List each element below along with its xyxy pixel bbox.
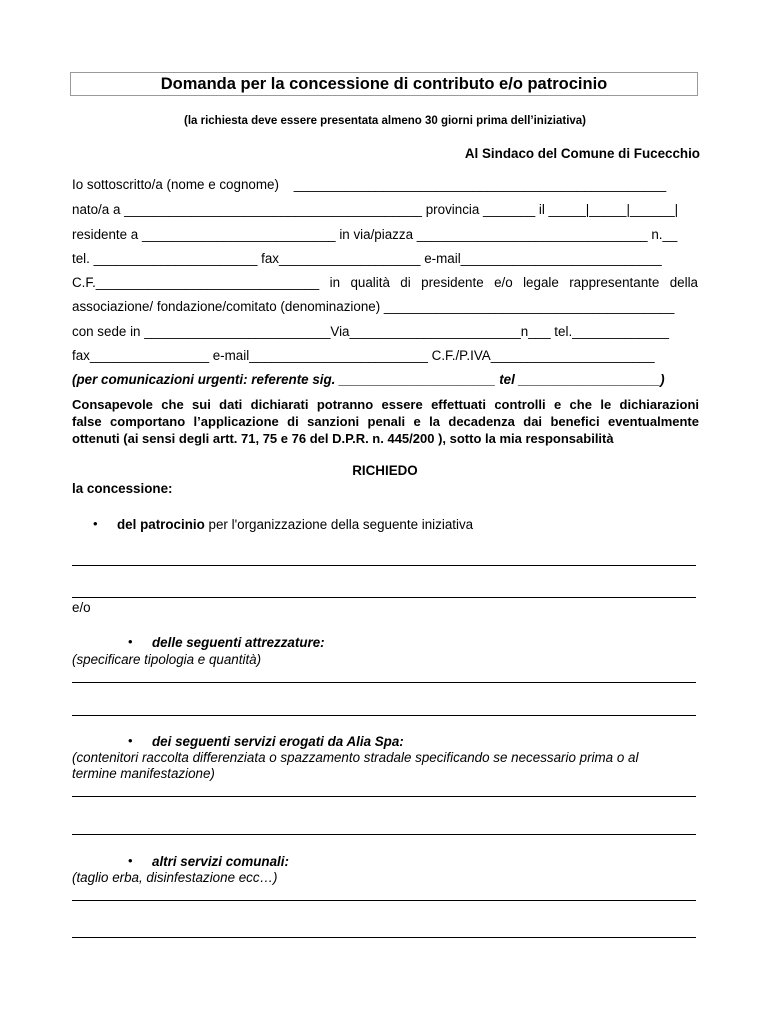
services-title: dei seguenti servizi erogati da Alia Spa:	[152, 734, 404, 749]
blank-line	[72, 937, 696, 938]
bullet-icon: •	[128, 853, 133, 868]
blank-line	[72, 565, 696, 566]
residence-field-line: residente a __________________________ in via/piazza _______________________________ n.__	[72, 227, 678, 242]
contact-field-line: tel. ______________________ fax___________________ e-mail___________________________	[72, 251, 662, 266]
request-heading: RICHIEDO	[352, 463, 418, 478]
birth-field-line: nato/a a ________________________________________ provincia _______ il _____|_____|______|	[72, 202, 679, 217]
blank-line	[72, 834, 696, 835]
patrocinio-text: per l'organizzazione della seguente iniziativa	[204, 517, 474, 532]
association-field-line: associazione/ fondazione/comitato (denominazione) _______________________________________	[72, 299, 675, 314]
seat-field-line: con sede in _________________________Via_______________________n___ tel._____________	[72, 324, 669, 339]
declaration-line: Consapevole che sui dati dichiarati potranno essere effettuati controlli e che le dichiarazioni	[72, 397, 699, 412]
equipment-title: delle seguenti attrezzature:	[152, 635, 325, 650]
addressee: Al Sindaco del Comune di Fucecchio	[464, 146, 700, 161]
blank-line	[72, 597, 696, 598]
declaration-line: ottenuti (ai sensi degli artt. 71, 75 e 76 del D.P.R. n. 445/200 ), sotto la mia responsabilità	[72, 431, 614, 446]
bullet-icon: •	[128, 634, 133, 649]
other-services-note: (taglio erba, disinfestazione ecc…)	[72, 870, 278, 885]
bullet-icon: •	[128, 733, 133, 748]
form-subtitle: (la richiesta deve essere presentata almeno 30 giorni prima dell’iniziativa)	[183, 115, 587, 127]
name-field-line: Io sottoscritto/a (nome e cognome) __________________________________________________	[72, 177, 667, 192]
and-or-text: e/o	[72, 600, 91, 615]
equipment-note: (specificare tipologia e quantità)	[72, 652, 262, 667]
urgent-contact-line: (per comunicazioni urgenti: referente sig. _____________________ tel ___________________)	[72, 372, 665, 387]
other-services-title: altri servizi comunali:	[152, 854, 289, 869]
form-title: Domanda per la concessione di contributo e/o patrocinio	[70, 72, 698, 96]
blank-line	[72, 715, 696, 716]
services-note: termine manifestazione)	[72, 766, 215, 781]
blank-line	[72, 682, 696, 683]
request-intro: la concessione:	[72, 481, 173, 496]
patrocinio-label: del patrocinio	[117, 517, 205, 532]
blank-line	[72, 900, 696, 901]
services-note: (contenitori raccolta differenziata o spazzamento stradale specificando se necessario prima o al	[72, 750, 639, 765]
tax-code-field-line: C.F.______________________________ in qualità di presidente e/o legale rappresentante della	[72, 275, 698, 290]
blank-line	[72, 796, 696, 797]
declaration-line: false comportano l’applicazione di sanzioni penali e la decadenza dai benefici eventualmente	[72, 414, 699, 429]
declaration-paragraph	[72, 396, 699, 447]
fax-field-line: fax________________ e-mail________________________ C.F./P.IVA______________________	[72, 348, 655, 363]
bullet-icon: •	[93, 516, 98, 531]
patrocinio-item	[117, 517, 473, 533]
